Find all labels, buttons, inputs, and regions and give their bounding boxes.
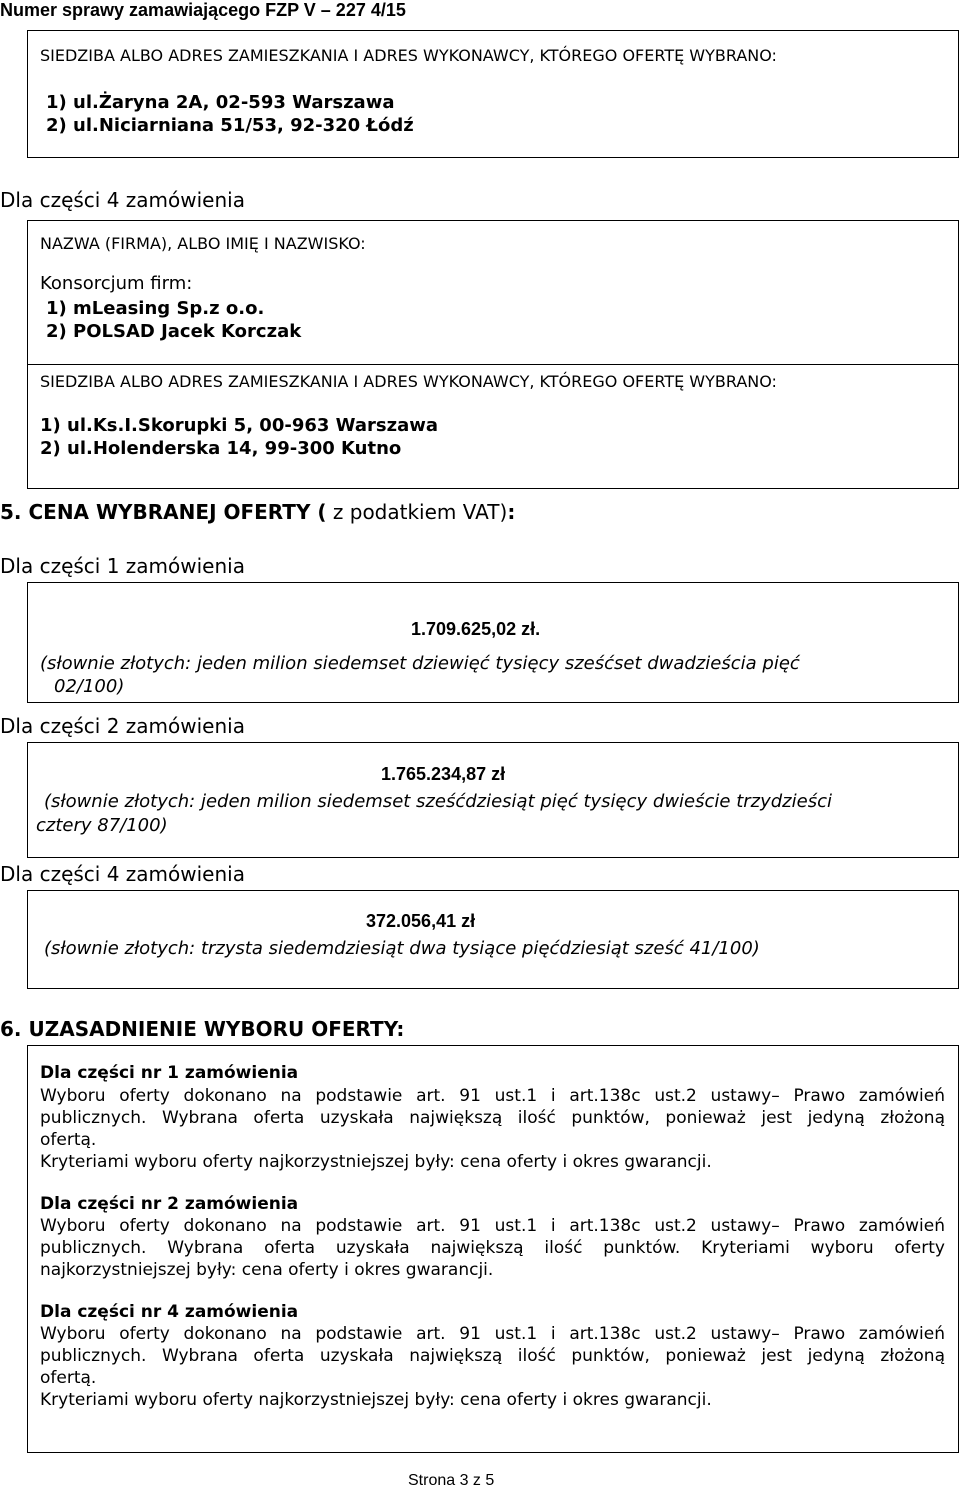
address-line: 2) ul.Holenderska 14, 99-300 Kutno [40, 438, 402, 459]
justification-line: Wyboru oferty dokonano na podstawie art. 91 ust.1 i art.138c ust.2 ustawy– Prawo zamówień [40, 1216, 945, 1236]
price-box [27, 890, 959, 989]
justification-line: Kryteriami wyboru oferty najkorzystniejszej były: cena oferty i okres gwarancji. [40, 1390, 712, 1410]
section5-title-bold: 5. CENA WYBRANEJ OFERTY ( [0, 500, 327, 524]
price-box [27, 742, 959, 858]
name-label: NAZWA (FIRMA), ALBO IMIĘ I NAZWISKO: [40, 234, 366, 253]
firm-line: 2) POLSAD Jacek Korczak [46, 321, 302, 342]
justification-heading: Dla części nr 1 zamówienia [40, 1063, 299, 1083]
justification-line: najkorzystniejszej były: cena oferty i okres gwarancji. [40, 1260, 494, 1280]
price-in-words: (słownie złotych: jeden milion siedemset dziewięć tysięcy sześćset dwadzieścia pięć [40, 653, 800, 674]
price-part-heading: Dla części 2 zamówienia [0, 714, 245, 738]
box-divider [27, 364, 959, 365]
price-in-words: 02/100) [54, 676, 125, 697]
section5-title-colon: : [507, 500, 516, 524]
section5-title-note: z podatkiem VAT) [326, 500, 508, 524]
section5-title [0, 500, 515, 524]
price-value: 1.765.234,87 zł [381, 764, 506, 784]
justification-line: publicznych. Wybrana oferta uzyskała największą ilość punktów. Kryteriami wyboru oferty [40, 1238, 945, 1258]
part4-heading: Dla części 4 zamówienia [0, 188, 245, 212]
justification-line: ofertą. [40, 1130, 97, 1150]
price-part-heading: Dla części 1 zamówienia [0, 554, 245, 578]
justification-line: publicznych. Wybrana oferta uzyskała największą ilość punktów, ponieważ jest jedyną złożoną [40, 1346, 945, 1366]
justification-heading: Dla części nr 2 zamówienia [40, 1194, 299, 1214]
price-value: 372.056,41 zł [366, 911, 476, 931]
page-number: Strona 3 z 5 [408, 1472, 495, 1489]
price-in-words: (słownie złotych: trzysta siedemdziesiąt dwa tysiące pięćdziesiąt sześć 41/100) [44, 938, 760, 959]
address-label: SIEDZIBA ALBO ADRES ZAMIESZKANIA I ADRES WYKONAWCY, KTÓREGO OFERTĘ WYBRANO: [40, 372, 777, 391]
justification-line: ofertą. [40, 1368, 97, 1388]
price-in-words: cztery 87/100) [36, 815, 168, 836]
address-line: 1) ul.Ks.I.Skorupki 5, 00-963 Warszawa [40, 415, 439, 436]
price-value: 1.709.625,02 zł. [411, 619, 541, 639]
price-in-words: (słownie złotych: jeden milion siedemset sześćdziesiąt pięć tysięcy dwieście trzydzieści [44, 791, 832, 812]
price-box [27, 582, 959, 703]
section6-title: 6. UZASADNIENIE WYBORU OFERTY: [0, 1017, 405, 1041]
justification-heading: Dla części nr 4 zamówienia [40, 1302, 299, 1322]
contractor-box [27, 220, 959, 489]
address-line: 1) ul.Żaryna 2A, 02-593 Warszawa [46, 92, 395, 113]
contractor-box-continued [27, 30, 959, 158]
price-part-heading: Dla części 4 zamówienia [0, 862, 245, 886]
justification-line: Kryteriami wyboru oferty najkorzystniejszej były: cena oferty i okres gwarancji. [40, 1152, 712, 1172]
consortium-label: Konsorcjum firm: [40, 273, 193, 294]
justification-line: publicznych. Wybrana oferta uzyskała największą ilość punktów, ponieważ jest jedyną złożoną [40, 1108, 945, 1128]
justification-line: Wyboru oferty dokonano na podstawie art. 91 ust.1 i art.138c ust.2 ustawy– Prawo zamówień [40, 1324, 945, 1344]
address-line: 2) ul.Niciarniana 51/53, 92-320 Łódź [46, 115, 414, 136]
justification-line: Wyboru oferty dokonano na podstawie art. 91 ust.1 i art.138c ust.2 ustawy– Prawo zamówień [40, 1086, 945, 1106]
address-label: SIEDZIBA ALBO ADRES ZAMIESZKANIA I ADRES WYKONAWCY, KTÓREGO OFERTĘ WYBRANO: [40, 46, 777, 65]
case-number: Numer sprawy zamawiającego FZP V – 227 4/15 [0, 0, 406, 20]
firm-line: 1) mLeasing Sp.z o.o. [46, 298, 265, 319]
